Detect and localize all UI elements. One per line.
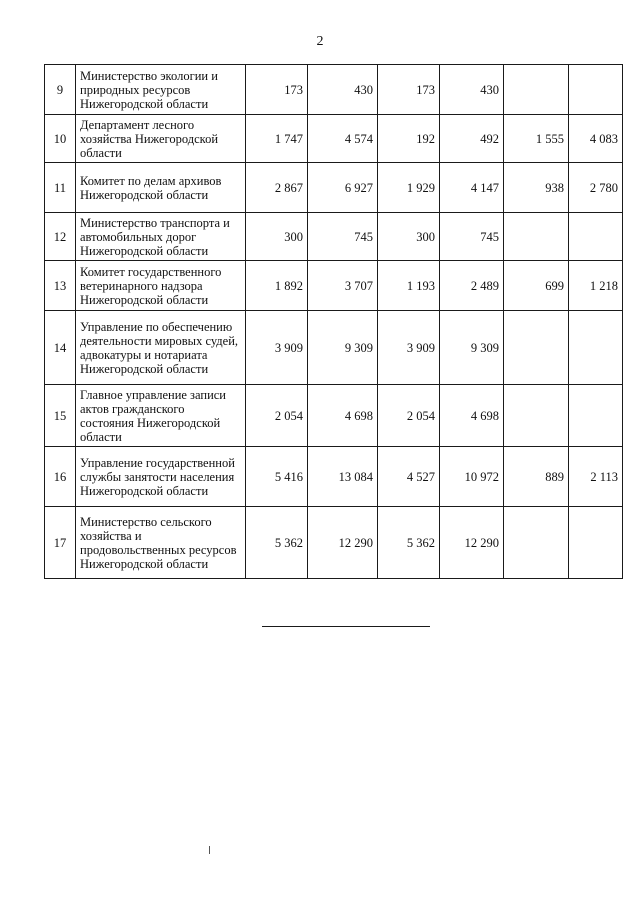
organization-name: Главное управление записи актов гражданского состояния Нижегородской области (76, 385, 246, 447)
value-cell-2: 4 698 (308, 385, 378, 447)
value-cell-5 (504, 65, 569, 115)
value-cell-2: 6 927 (308, 163, 378, 213)
value-cell-1: 5 416 (246, 447, 308, 507)
value-cell-1: 173 (246, 65, 308, 115)
value-cell-1: 2 867 (246, 163, 308, 213)
organization-name: Министерство сельского хозяйства и продовольственных ресурсов Нижегородской области (76, 507, 246, 579)
value-cell-5: 938 (504, 163, 569, 213)
page-number: 2 (316, 34, 324, 49)
value-cell-3: 1 929 (378, 163, 440, 213)
end-of-document-rule (262, 626, 430, 627)
value-cell-2: 430 (308, 65, 378, 115)
value-cell-4: 430 (440, 65, 504, 115)
value-cell-5 (504, 385, 569, 447)
value-cell-3: 4 527 (378, 447, 440, 507)
value-cell-5: 699 (504, 261, 569, 311)
value-cell-4: 12 290 (440, 507, 504, 579)
value-cell-5 (504, 311, 569, 385)
value-cell-5 (504, 507, 569, 579)
value-cell-3: 3 909 (378, 311, 440, 385)
value-cell-6 (569, 507, 623, 579)
value-cell-6: 4 083 (569, 115, 623, 163)
value-cell-4: 9 309 (440, 311, 504, 385)
table-row (45, 311, 623, 385)
value-cell-4: 745 (440, 213, 504, 261)
scan-artifact-mark (209, 846, 210, 854)
value-cell-1: 1 892 (246, 261, 308, 311)
value-cell-1: 3 909 (246, 311, 308, 385)
table-row (45, 385, 623, 447)
table-row (45, 507, 623, 579)
budget-table (44, 64, 623, 579)
value-cell-1: 5 362 (246, 507, 308, 579)
value-cell-1: 300 (246, 213, 308, 261)
value-cell-4: 4 147 (440, 163, 504, 213)
table-row (45, 261, 623, 311)
value-cell-4: 4 698 (440, 385, 504, 447)
row-number: 15 (45, 385, 76, 447)
value-cell-2: 745 (308, 213, 378, 261)
value-cell-6 (569, 65, 623, 115)
row-number: 12 (45, 213, 76, 261)
value-cell-4: 492 (440, 115, 504, 163)
value-cell-4: 2 489 (440, 261, 504, 311)
organization-name: Министерство транспорта и автомобильных дорог Нижегородской области (76, 213, 246, 261)
value-cell-6 (569, 213, 623, 261)
value-cell-6: 1 218 (569, 261, 623, 311)
table-body (45, 65, 623, 579)
row-number: 14 (45, 311, 76, 385)
organization-name: Управление по обеспечению деятельности мировых судей, адвокатуры и нотариата Нижегородской области (76, 311, 246, 385)
row-number: 10 (45, 115, 76, 163)
organization-name: Управление государственной службы занятости населения Нижегородской области (76, 447, 246, 507)
row-number: 11 (45, 163, 76, 213)
value-cell-4: 10 972 (440, 447, 504, 507)
value-cell-1: 2 054 (246, 385, 308, 447)
value-cell-3: 192 (378, 115, 440, 163)
value-cell-3: 5 362 (378, 507, 440, 579)
table-row (45, 65, 623, 115)
value-cell-3: 1 193 (378, 261, 440, 311)
value-cell-2: 12 290 (308, 507, 378, 579)
value-cell-6 (569, 311, 623, 385)
value-cell-2: 3 707 (308, 261, 378, 311)
value-cell-6: 2 780 (569, 163, 623, 213)
organization-name: Министерство экологии и природных ресурсов Нижегородской области (76, 65, 246, 115)
value-cell-2: 13 084 (308, 447, 378, 507)
value-cell-5 (504, 213, 569, 261)
row-number: 17 (45, 507, 76, 579)
value-cell-2: 4 574 (308, 115, 378, 163)
value-cell-5: 889 (504, 447, 569, 507)
value-cell-3: 173 (378, 65, 440, 115)
value-cell-1: 1 747 (246, 115, 308, 163)
value-cell-6 (569, 385, 623, 447)
value-cell-5: 1 555 (504, 115, 569, 163)
row-number: 13 (45, 261, 76, 311)
value-cell-6: 2 113 (569, 447, 623, 507)
row-number: 16 (45, 447, 76, 507)
table-row (45, 163, 623, 213)
table-row (45, 115, 623, 163)
table-row (45, 213, 623, 261)
value-cell-3: 2 054 (378, 385, 440, 447)
organization-name: Департамент лесного хозяйства Нижегородской области (76, 115, 246, 163)
organization-name: Комитет государственного ветеринарного надзора Нижегородской области (76, 261, 246, 311)
organization-name: Комитет по делам архивов Нижегородской области (76, 163, 246, 213)
row-number: 9 (45, 65, 76, 115)
value-cell-2: 9 309 (308, 311, 378, 385)
table-row (45, 447, 623, 507)
value-cell-3: 300 (378, 213, 440, 261)
